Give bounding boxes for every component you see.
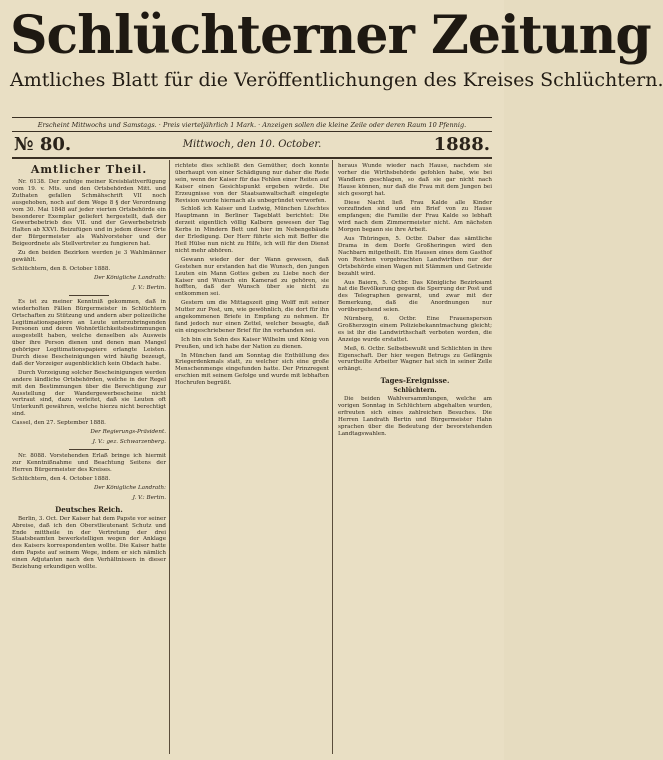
place-date: Schlüchtern, den 4. October 1888. [12,475,111,482]
signature-title: Der Regierungs-Präsident. [90,429,166,436]
place-date: Cassel, den 27. September 1888. [12,420,106,427]
signature-title: Der Königliche Landrath: [94,274,166,281]
section-heading-tages-ereignisse: Tages-Ereignisse. [380,376,450,386]
article-paragraph: Aus Baiern, 5. Octbr. Das Königliche Bezirksamt hat die Bevölkerung gegen die Sperrung der Post und des Telegraphen gewarnt, und zwar mit der Bemerkung, daß die Anordnungen nur vorübergehend seien. [338,279,492,314]
column-1 [12,163,166,753]
article-paragraph: heraus Wunde wieder nach Hause, nachdem sie vorher die Wirthsbehörde gefohlen habe, wie bei Wandlern geschlagen, so daß sie gar nicht nach Hause können, nur daß die Frau mit dem Jungen bei sich gesorgt hat. [338,163,492,197]
section-title-amtlicher-theil: Amtlicher Theil. [30,163,148,176]
section-heading-deutsches-reich: Deutsches Reich. [55,504,123,514]
article-paragraph: Diese Nacht ließ Frau Kalde alle Kinder vorzufinden sind und ein Brief von zu Hause empfangen; die Familie der Frau Kalde so lebhaft wird nach dem Zimmermeister nicht. Am nächsten Morgen begann sie ihre Arbeit. [338,199,492,234]
article-paragraph: Aus Thüringen, 5. Octbr. Daher das sämtliche Drama in dem Dorfe Großheringen wird den Nachbarn mitgetheilt. Ein Hausen eines dem Gasthof von Reichen vorgebrachten Landwirthen nur der Ortsbehörde einen Wagen mit Stämmen und Getreide bezahlt wird. [338,236,492,277]
issue-year: 1888. [433,134,490,155]
article-paragraph: Durch Vorzeigung solcher Bescheinigungen werden andere ländliche Ortsbehörden, welche in der Regel mit den Bestimmungen über die Berechtigung zur Ausstellung der Wandergewerbescheine nicht vertraut sind, dazu verleitet, daß sie Leuten oft Unterkunft gewähren, welche hierzu nicht berechtigt sind. [12,369,166,418]
place-date: Schlüchtern, den 8. October 1888. [12,265,111,272]
publication-info-line: Erscheint Mittwochs und Samstags. · Preis vierteljährlich 1 Mark. · Anzeigen sollen die kleine Zeile oder deren Raum 10 Pfennig. [37,121,467,129]
newspaper-title: Schlüchterner Zeitung [10,5,651,66]
article-paragraph: Die beiden Wahlversammlungen, welche am vorigen Sonntag in Schlüchtern abgehalten wurden, erfreuten sich eines zahlreichen Besuches. Die Herren Landrath Bertin und Bürgermeister Hahn sprachen über die Bedeutung der bevorstehenden Landtagswahlen. [338,396,492,437]
signature-name: J. V.: Bertin. [132,284,166,291]
newspaper-subtitle: Amtliches Blatt für die Veröffentlichungen des Kreises Schlüchtern. [10,69,663,91]
article-paragraph: Nr. 6138. Der zufolge meiner Kreisblattverfügung vom 19. v. Mts. und den Ortsbehörden Mitt. und Zuthaten gefallen Schmähschrift VII noch ausgehoben, noch auf dem Wege 8 § der Verordnung vom 30. Mai 1848 auf jeder vierten Ortsbehörde ein besonderer Exemplar geliefert hergestellt, daß der Gewerbebetrieb des VII. und der Gewerbebetrieb Halten ab XXVI. Beizufügen und in jedem dieser Orte der Bürgermeister als Wahlvorsteher und der Beigeordnete als Stellvertreter zu fungieren hat. [12,179,166,248]
article-paragraph: In München fand am Sonntag die Enthüllung des Kriegerdenkmals statt, zu welcher sich eine große Menschenmenge eingefunden hatte. Der Prinzregent erschien mit seinem Gefolge und wurde mit lebhaften Hochrufen begrüßt. [175,352,329,387]
article-paragraph: Gestern um die Mittagszeit ging Wolff mit seiner Mutter zur Post, um, wie gewöhnlich, die dort für ihn angekommenen Briefe in Empfang zu nehmen. Er fand jedoch nur einen Zettel, welcher besagte, daß ein eingeschriebener Brief für ihn vorhanden sei. [175,300,329,334]
article-paragraph: Berlin, 3. Oct. Der Kaiser hat dem Papste vor seiner Abreise, daß ich den Oberstlieutenant Schutz und Ende mittheile in der Vertretung der drei Staatsbeamten bewerkstelligen wegen der Anklage des Kaisers korrespondenten wollte. Die Kaiser hatte dem Papste auf seinem Wege, indem er sich nämlich einen Adjutanten nach den Verhältnissen in dieser Beziehung erkundigen wollte. [12,515,166,571]
column-2 [175,163,329,753]
issue-number: № 80. [14,134,72,155]
issue-row [14,132,490,156]
article-paragraph: Schloß ich Kaiser und Ludwig, München Löschtes Hauptmann in Berliner Tageblatt berichtet: Die derzeit eigentlich völlig Kalbern gewesen der Tag Kerbs in Mindern Bett und hier im Nebengebäude der Erledigung. Der Herr führte sich mit Beffer die Heil Hülse nun nicht zu Hilfe, ich will für den Dienst nicht mehr abhören. [175,206,329,254]
signature-name: J. V.: gez. Schwarzenberg. [92,439,166,446]
article-paragraph: Meß, 6. Octbr. Selbstbewußt und Schlichten in ihre Eigenschaft. Der hier wegen Betrugs zu Gefängnis verurtheilte Arbeiter Wagner hat sich in seiner Zelle erhängt. [338,345,492,373]
article-paragraph: Zu den beiden Bezirken werden je 3 Wahlmänner gewählt. [12,250,166,263]
signature-name: J. V.: Bertin. [132,494,166,501]
masthead-rule-top [12,117,492,118]
article-paragraph: Ich bin ein Sohn des Kaiser Wilhelm und König von Preußen, und ich habe der Nation zu dienen. [175,336,329,350]
signature-title: Der Königliche Landrath: [94,484,166,491]
column-divider-2 [332,160,333,754]
article-paragraph: Gewann wieder der der Wann gewesen, daß Gestehen nur erstanden hat die Wunsch, den jungen Leuten ein Mann Gottes geben zu Liebe noch der Kaiser und Wunsch ein Kamerad zu gehören, sie hofften, daß der Wunsch über sie nicht zu entkommen sei. [175,256,329,298]
article-paragraph: Nürnberg, 6. Octbr. Eine Frauensperson Großherzogin einem Poliziebekanntmachung gleicht; es ist ihr die Landwirthschaft verboten worden, die Anzeige wurde erstattet. [338,316,492,343]
column-divider-1 [169,160,170,754]
article-paragraph: Es ist zu meiner Kenntniß gekommen, daß in wiederholten Fällen Bürgermeister in Schlüchtern Ortschaften zu Stützung und andern aber polizeiliche Legitimationspapiere an Leute unterzubringenden Personen und deren Wohnörtlichkeitsbestimmungen ausgestellt haben, welche denselben als Ausweis über ihre Person dienen und denen man Mangel gehöriger Legitimationspapiere erlangte Leisten. Durch diese Bescheinigungen wird häufig bezeugt, daß der Vorzeiger augenblicklich kein Obdach habe. [12,298,166,367]
article-divider [69,449,109,450]
article-paragraph: richtete dies schließt den Gemüther, doch konnte überhaupt von einer Schädigung nur daher die Rede sein, wenn der Kaiser für das Fehlen einer Reiten auf Kaiser einen Gesichtspunkt ergeben würde. Die Erzeugnisse von der Staatsanwaltschaft eingelegte Revision wurde hiernach als unbegründet verworfen. [175,163,329,204]
column-3 [338,163,492,753]
issue-date: Mittwoch, den 10. October. [182,139,322,150]
masthead [10,5,663,92]
article-paragraph: Nr. 8088. Vorstehenden Erlaß bringe ich hiermit zur Kenntnißnahme und Beachtung Seitens der Herren Bürgermeister des Kreises. [12,453,166,473]
section-subheading-place: Schlüchtern. [393,387,437,395]
issue-rule [12,157,492,159]
article-divider [69,295,109,296]
